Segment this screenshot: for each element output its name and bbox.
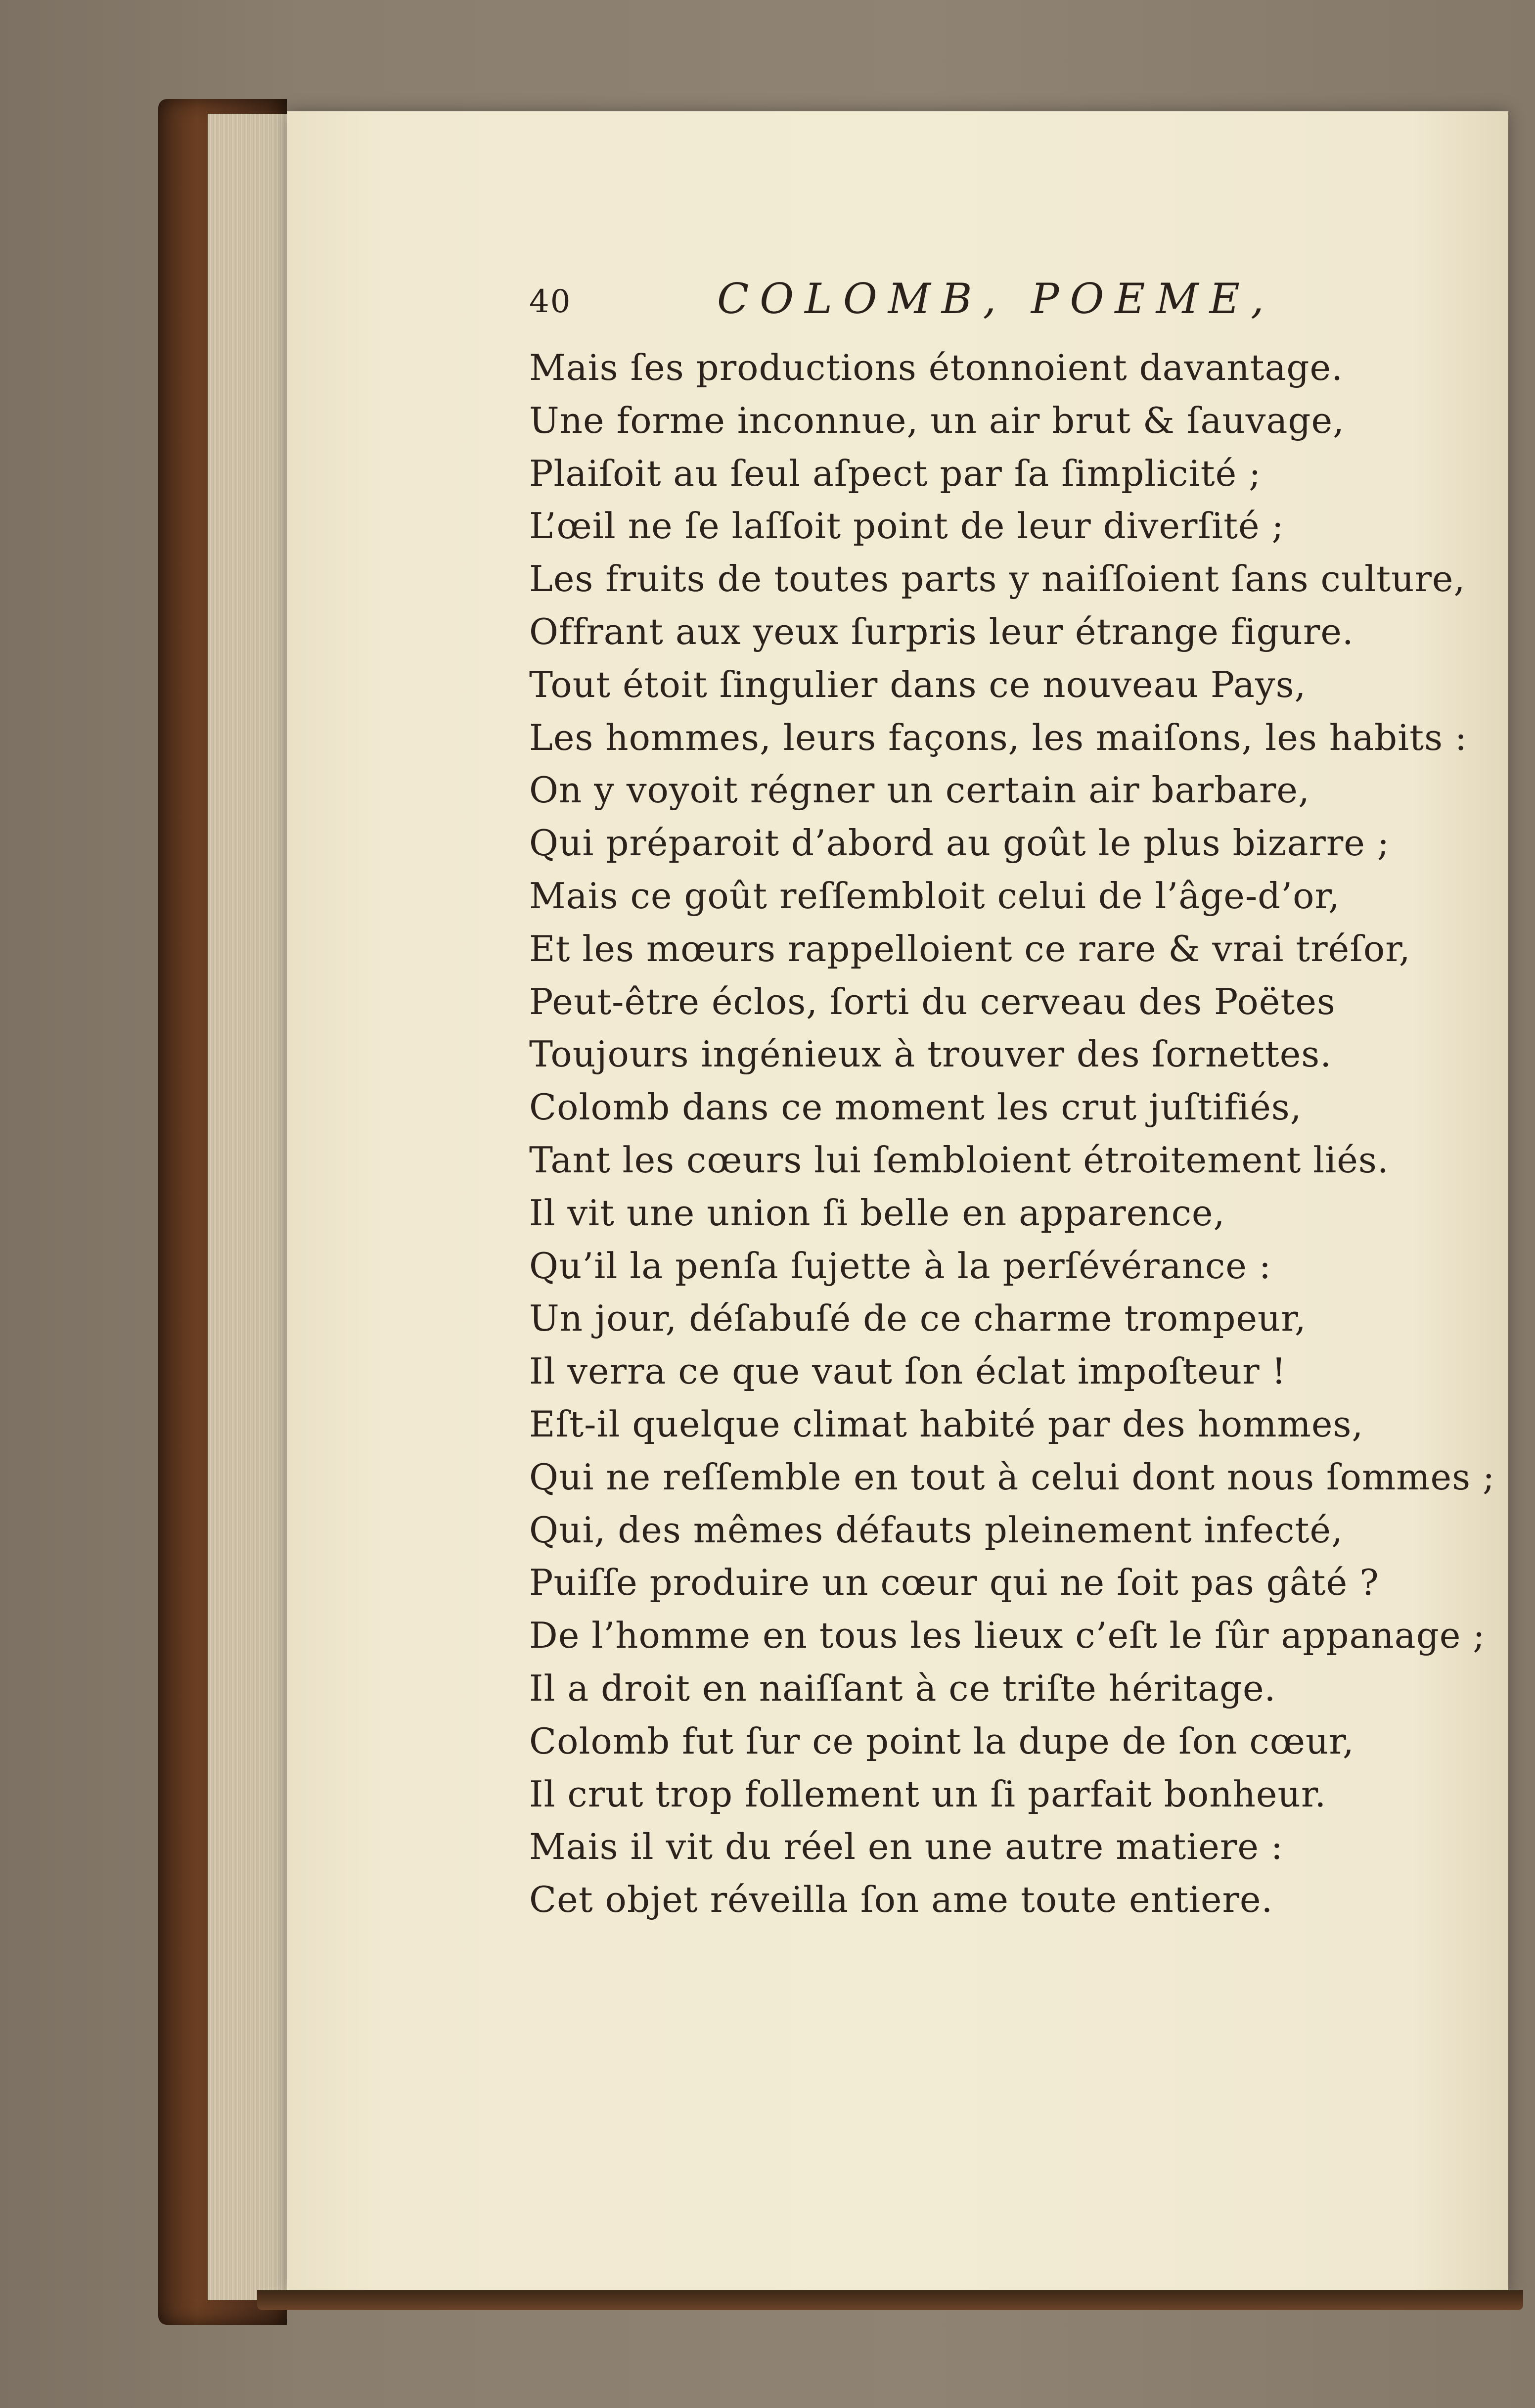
page-edges	[208, 114, 297, 2300]
poem-line: De l’homme en tous les lieux c’eſt le ſûr appanage ;	[529, 1615, 1486, 1657]
poem-line: Mais il vit du réel en une autre matiere :	[529, 1826, 1284, 1868]
poem-line: Colomb dans ce moment les crut juſtifiés,	[529, 1086, 1302, 1128]
page-number: 40	[529, 283, 572, 320]
poem-line: Tant les cœurs lui ſembloient étroitement liés.	[529, 1139, 1389, 1181]
poem-line: Offrant aux yeux ſurpris leur étrange figure.	[529, 610, 1354, 652]
poem-line: Plaiſoit au ſeul aſpect par ſa ſimplicité ;	[529, 452, 1262, 494]
poem-line: Colomb fut ſur ce point la dupe de ſon cœur,	[529, 1720, 1354, 1762]
poem-line: Qui ne reſſemble en tout à celui dont nous ſommes ;	[529, 1456, 1495, 1498]
page-header	[529, 275, 1370, 334]
book-cover-edge	[257, 2290, 1523, 2310]
poem-line: Il verra ce que vaut ſon éclat impoſteur !	[529, 1350, 1287, 1392]
running-title: COLOMB, POEME,	[717, 275, 1275, 323]
poem-line: Tout étoit ſingulier dans ce nouveau Pays,	[529, 663, 1307, 705]
poem-line: Qu’il la penſa ſujette à la perſévérance :	[529, 1245, 1272, 1287]
poem-line: Toujours ingénieux à trouver des ſornettes.	[529, 1033, 1332, 1075]
poem-line: Et les mœurs rappelloient ce rare & vrai tréſor,	[529, 927, 1411, 970]
poem-line: Il a droit en naiſſant à ce triſte héritage.	[529, 1667, 1276, 1709]
poem-line: Mais ſes productions étonnoient davantage.	[529, 347, 1344, 388]
poem-line: Il crut trop follement un ſi parfait bonheur.	[529, 1773, 1327, 1815]
poem-line: Une forme inconnue, un air brut & ſauvage,	[529, 399, 1345, 441]
poem-line: Peut-être éclos, ſorti du cerveau des Poëtes	[529, 980, 1336, 1022]
poem-line: Qui, des mêmes défauts pleinement infecté,	[529, 1509, 1343, 1551]
poem-line: Les hommes, leurs façons, les maiſons, les habits :	[529, 716, 1468, 758]
poem-line: Qui préparoit d’abord au goût le plus bizarre ;	[529, 822, 1390, 864]
poem-line: Puiſſe produire un cœur qui ne ſoit pas gâté ?	[529, 1562, 1379, 1604]
poem-line: Mais ce goût reſſembloit celui de l’âge-d’or,	[529, 875, 1340, 917]
poem-text	[529, 341, 1495, 1926]
poem-line: Un jour, déſabuſé de ce charme trompeur,	[529, 1297, 1307, 1340]
poem-line: Cet objet réveilla ſon ame toute entiere.	[529, 1879, 1273, 1921]
poem-line: L’œil ne ſe laſſoit point de leur diverſité ;	[529, 505, 1284, 547]
poem-line: Les fruits de toutes parts y naiſſoient ſans culture,	[529, 558, 1466, 600]
poem-line: Il vit une union ſi belle en apparence,	[529, 1192, 1225, 1234]
poem-line: On y voyoit régner un certain air barbare,	[529, 769, 1310, 811]
poem-line: Eſt-il quelque climat habité par des hommes,	[529, 1403, 1364, 1445]
